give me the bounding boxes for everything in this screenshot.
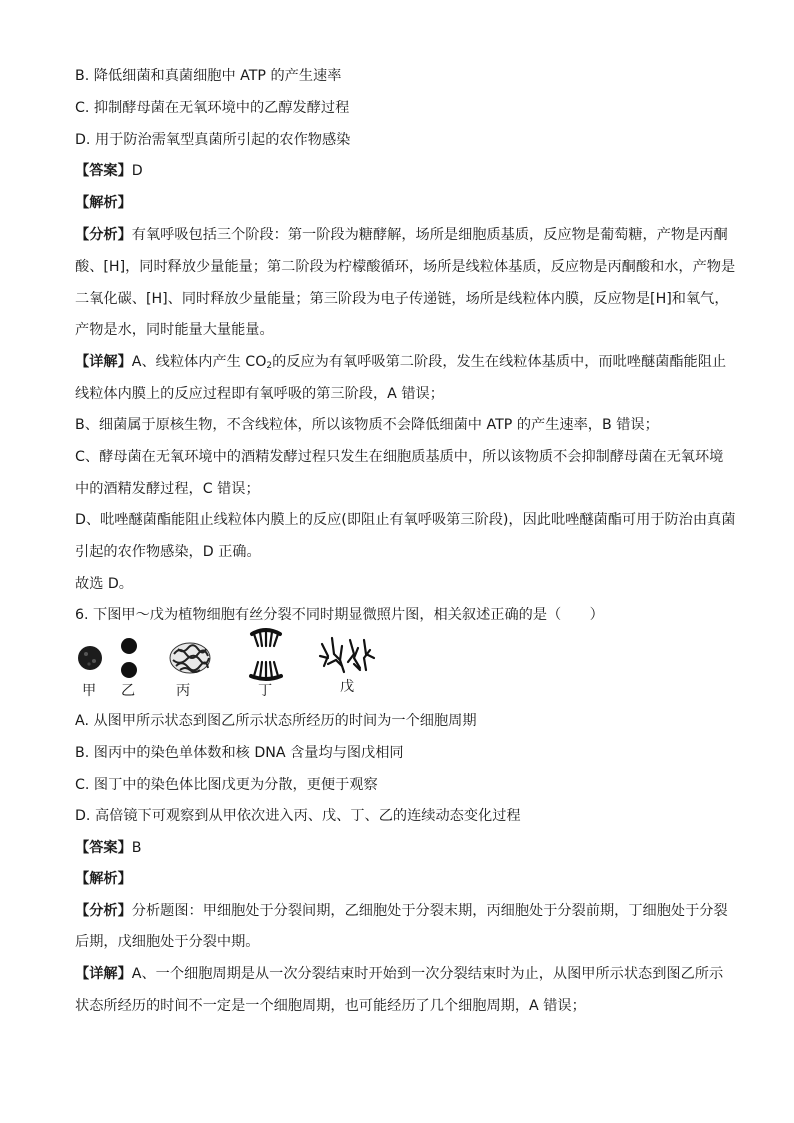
figure-label-wu: 戊 <box>340 679 355 695</box>
q6-xiangjie-a <box>75 964 725 984</box>
q5-fenxi-line <box>75 225 728 245</box>
cell-yi <box>121 638 137 678</box>
q5-analysis-tag: 【解析】 <box>75 195 132 211</box>
q6-option-d: D. 高倍镜下可观察到从甲依次进入丙、戊、丁、乙的连续动态变化过程 <box>75 808 521 824</box>
q6-xiangjie-a-line2: 状态所经历的时间不一定是一个细胞周期，也可能经历了几个细胞周期，A 错误； <box>75 998 586 1014</box>
figure-label-bing: 丙 <box>176 683 191 699</box>
q5-xiangjie-c: C、酵母菌在无氧环境中的酒精发酵过程只发生在细胞质基质中，所以该物质不会抑制酵母菌在无氧环境 <box>75 449 724 465</box>
fenxi-text: 有氧呼吸包括三个阶段：第一阶段为糖酵解，场所是细胞质基质，反应物是葡萄糖，产物是丙酮 <box>131 227 728 243</box>
q6-option-a: A. 从图甲所示状态到图乙所示状态所经历的时间为一个细胞周期 <box>75 713 477 729</box>
q5-xiangjie-c-line2: 中的酒精发酵过程，C 错误； <box>75 481 260 497</box>
q6-answer <box>75 838 725 858</box>
q5-option-c: C. 抑制酵母菌在无氧环境中的乙醇发酵过程 <box>75 100 350 116</box>
subscript-2: 2 <box>266 361 273 371</box>
q5-xiangjie-b: B、细菌属于原核生物，不含线粒体，所以该物质不会降低细菌中 ATP 的产生速率，B 错误； <box>75 417 659 433</box>
q5-fenxi-line: 酸、[H]，同时释放少量能量；第二阶段为柠檬酸循环，场所是线粒体基质，反应物是丙酮酸和水，产物是 <box>75 259 736 275</box>
cell-jia <box>78 646 102 670</box>
xj-a-text: A、一个细胞周期是从一次分裂结束时开始到一次分裂结束时为止，从图甲所示状态到图乙所示 <box>131 966 724 982</box>
xiangjie-tag: 【详解】 <box>75 354 132 370</box>
answer-tag: 【答案】 <box>75 163 132 179</box>
q5-option-b: B. 降低细菌和真菌细胞中 ATP 的产生速率 <box>75 68 342 84</box>
answer-tag: 【答案】 <box>75 840 132 856</box>
q6-option-c: C. 图丁中的染色体比图戊更为分散，更便于观察 <box>75 777 378 793</box>
q5-xiangjie-a-line2: 线粒体内膜上的反应过程即有氧呼吸的第三阶段，A 错误； <box>75 386 444 402</box>
figure-label-yi: 乙 <box>121 683 136 699</box>
q5-conclusion: 故选 D。 <box>75 576 133 592</box>
q5-xiangjie-d-line2: 引起的农作物感染，D 正确。 <box>75 544 261 560</box>
q5-option-d: D. 用于防治需氧型真菌所引起的农作物感染 <box>75 132 351 148</box>
cell-bing <box>170 643 210 673</box>
fenxi-tag: 【分析】 <box>75 903 132 919</box>
q5-fenxi-line: 二氧化碳、[H]、同时释放少量能量；第三阶段为电子传递链，场所是线粒体内膜，反应物是[H]和氧气， <box>75 291 729 307</box>
q6-fenxi <box>75 901 728 921</box>
q5-xiangjie-d: D、吡唑醚菌酯能阻止线粒体内膜上的反应(即阻止有氧呼吸第三阶段)，因此吡唑醚菌酯可用于防治由真菌 <box>75 512 736 528</box>
xj-a-pre: A、线粒体内产生 CO <box>131 354 267 370</box>
q6-analysis-tag: 【解析】 <box>75 871 132 887</box>
q5-xiangjie-a <box>75 352 725 372</box>
q6-option-b: B. 图丙中的染色单体数和核 DNA 含量均与图戊相同 <box>75 745 404 761</box>
q6-stem: 6. 下图甲～戊为植物细胞有丝分裂不同时期显微照片图，相关叙述正确的是（ ） <box>75 607 604 623</box>
xj-a-post: 的反应为有氧呼吸第二阶段，发生在线粒体基质中，而吡唑醚菌酯能阻止 <box>272 354 727 370</box>
q5-answer <box>75 161 725 181</box>
fenxi-text: 分析题图：甲细胞处于分裂间期，乙细胞处于分裂末期，丙细胞处于分裂前期，丁细胞处于分裂 <box>131 903 728 919</box>
xiangjie-tag: 【详解】 <box>75 966 132 982</box>
q5-fenxi-line: 产物是水，同时能量大量能量。 <box>75 322 274 338</box>
q6-fenxi-line2: 后期，戊细胞处于分裂中期。 <box>75 934 260 950</box>
answer-value: D <box>131 163 143 179</box>
cell-ding <box>251 630 281 679</box>
mitosis-figure <box>70 624 410 704</box>
fenxi-tag: 【分析】 <box>75 227 132 243</box>
figure-label-ding: 丁 <box>258 683 273 699</box>
figure-label-jia: 甲 <box>82 683 97 699</box>
answer-value: B <box>131 840 142 856</box>
cell-wu <box>320 638 374 672</box>
mitosis-cells-illustration <box>70 624 410 684</box>
